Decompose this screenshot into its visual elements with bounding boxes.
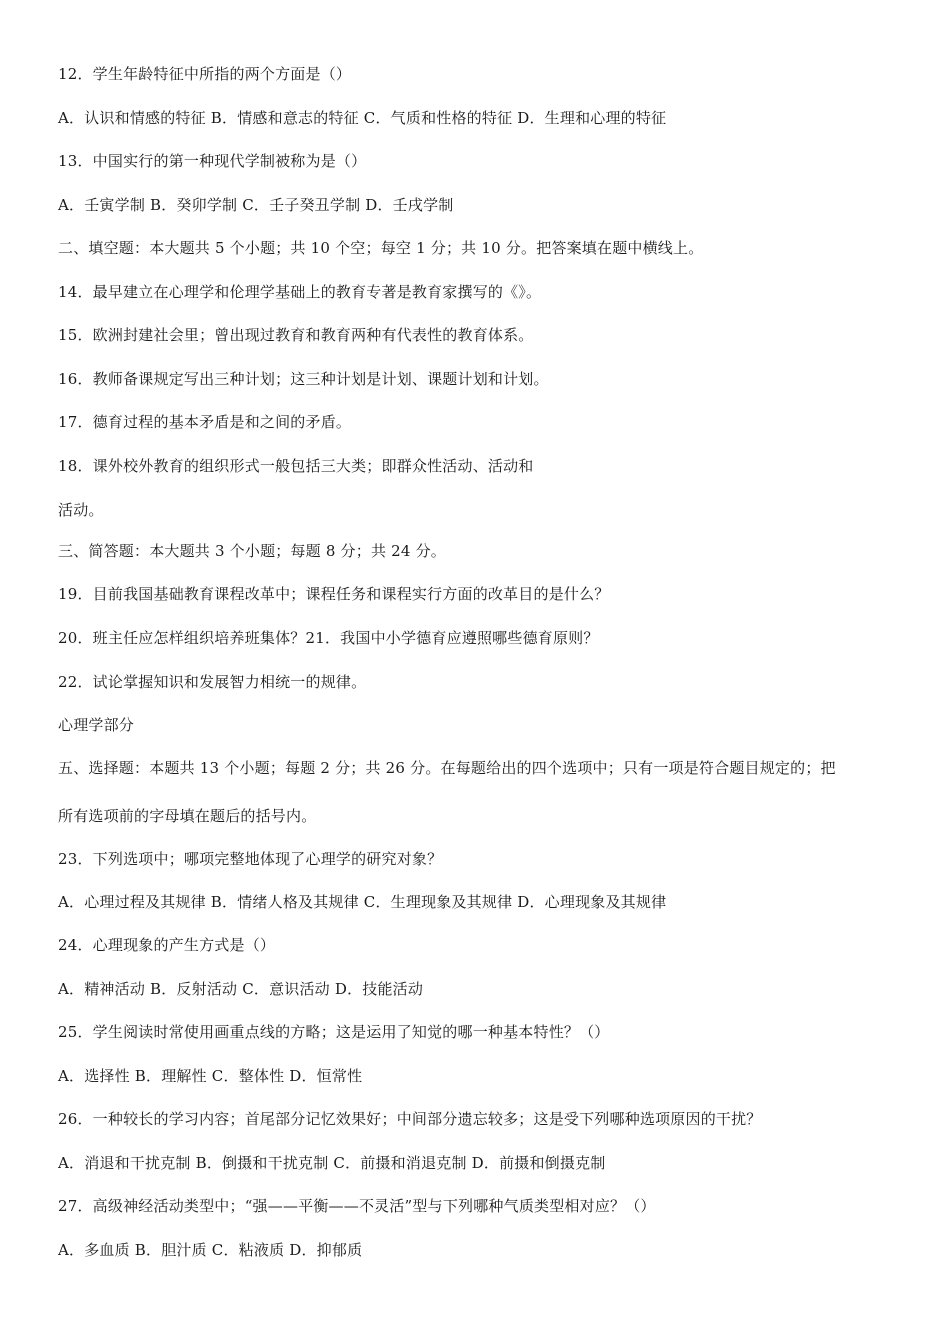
psychology-section-title: 心理学部分	[58, 716, 135, 734]
question-19: 19．目前我国基础教育课程改革中；课程任务和课程实行方面的改革目的是什么？	[58, 585, 610, 603]
section-short-answer-heading: 三、简答题：本大题共 3 个小题；每题 8 分；共 24 分。	[58, 542, 446, 560]
question-25: 25．学生阅读时常使用画重点线的方略；这是运用了知觉的哪一种基本特性？（）	[58, 1023, 610, 1041]
question-27: 27．高级神经活动类型中；“强——平衡——不灵活”型与下列哪种气质类型相对应？（）	[58, 1197, 656, 1215]
question-24-options: A．精神活动 B．反射活动 C．意识活动 D．技能活动	[58, 980, 424, 998]
question-12-options: A．认识和情感的特征 B．情感和意志的特征 C．气质和性格的特征 D．生理和心理的特征	[58, 109, 667, 127]
question-27-options: A．多血质 B．胆汁质 C．粘液质 D．抑郁质	[58, 1241, 363, 1259]
question-12: 12．学生年龄特征中所指的两个方面是（）	[58, 65, 352, 83]
question-18-continued: 活动。	[58, 501, 104, 519]
question-24: 24．心理现象的产生方式是（）	[58, 936, 276, 954]
question-25-options: A．选择性 B．理解性 C．整体性 D．恒常性	[58, 1067, 363, 1085]
question-14: 14．最早建立在心理学和伦理学基础上的教育专著是教育家撰写的《》。	[58, 283, 542, 301]
question-23: 23．下列选项中；哪项完整地体现了心理学的研究对象？	[58, 850, 443, 868]
question-13: 13．中国实行的第一种现代学制被称为是（）	[58, 152, 367, 170]
question-26-options: A．消退和干扰克制 B．倒摄和干扰克制 C．前摄和消退克制 D．前摄和倒摄克制	[58, 1154, 606, 1172]
question-17: 17．德育过程的基本矛盾是和之间的矛盾。	[58, 413, 352, 431]
section-choice-heading-continued: 所有选项前的字母填在题后的括号内。	[58, 807, 317, 825]
section-fill-in-heading: 二、填空题：本大题共 5 个小题；共 10 个空；每空 1 分；共 10 分。把答案填在题中横线上。	[58, 239, 704, 257]
section-choice-heading: 五、选择题：本题共 13 个小题；每题 2 分；共 26 分。在每题给出的四个选项中；只有一项是符合题目规定的；把	[58, 759, 836, 777]
question-18: 18．课外校外教育的组织形式一般包括三大类；即群众性活动、活动和	[58, 457, 534, 475]
question-13-options: A．壬寅学制 B．癸卯学制 C．壬子癸丑学制 D．壬戌学制	[58, 196, 454, 214]
question-26: 26．一种较长的学习内容；首尾部分记忆效果好；中间部分遗忘较多；这是受下列哪种选项原因的干扰？	[58, 1110, 762, 1128]
question-15: 15．欧洲封建社会里；曾出现过教育和教育两种有代表性的教育体系。	[58, 326, 534, 344]
question-16: 16．教师备课规定写出三种计划；这三种计划是计划、课题计划和计划。	[58, 370, 549, 388]
question-20-21: 20．班主任应怎样组织培养班集体？21．我国中小学德育应遵照哪些德育原则？	[58, 629, 599, 647]
question-22: 22．试论掌握知识和发展智力相统一的规律。	[58, 673, 367, 691]
question-23-options: A．心理过程及其规律 B．情绪人格及其规律 C．生理现象及其规律 D．心理现象及其规律	[58, 893, 667, 911]
